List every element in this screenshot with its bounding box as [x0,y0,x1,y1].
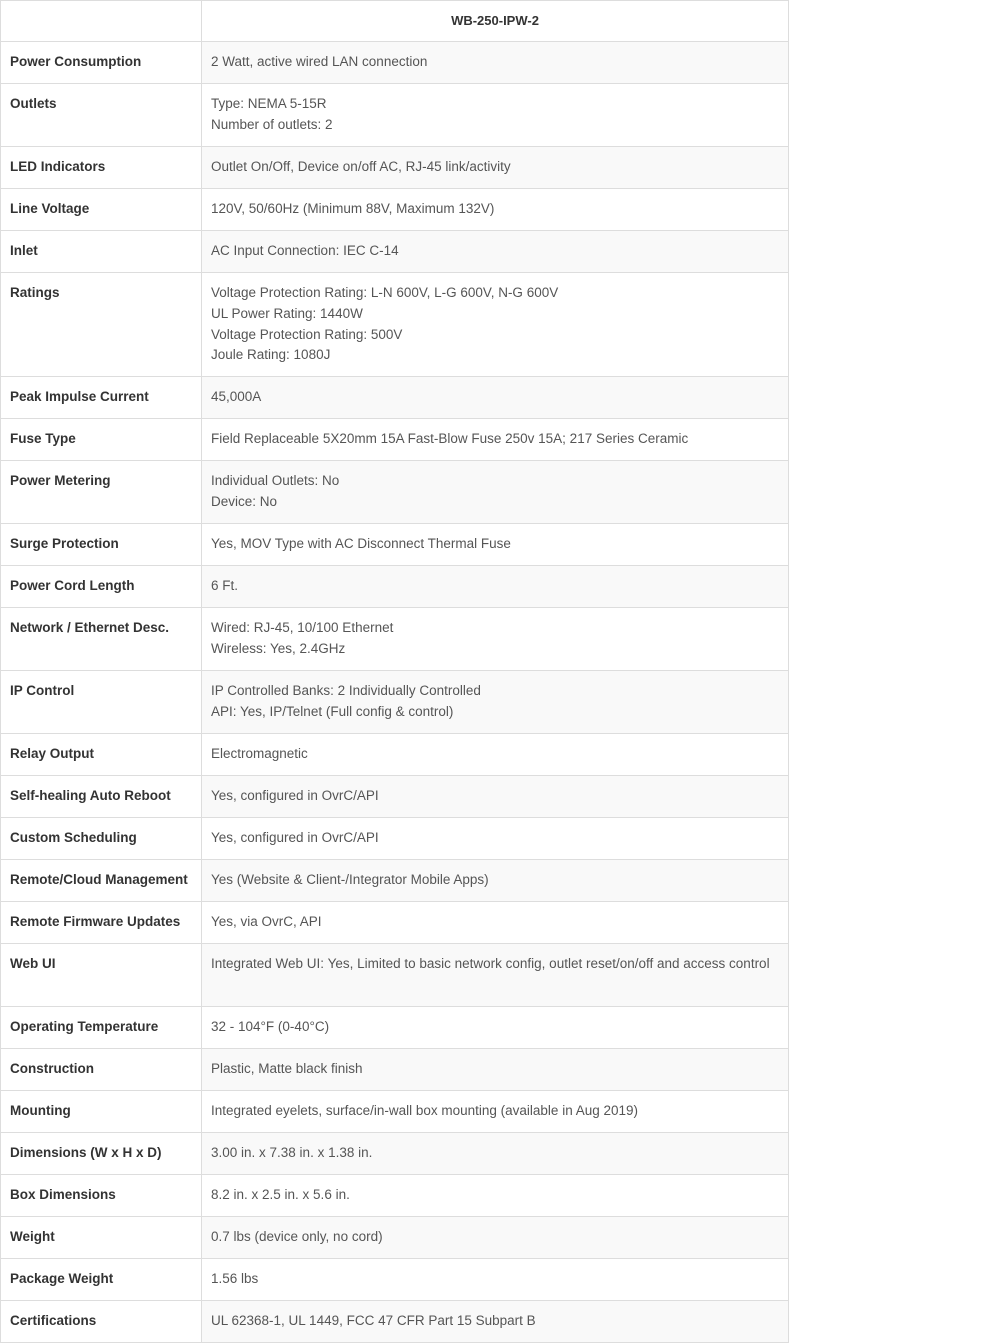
spec-value [202,818,789,860]
spec-value-line: Field Replaceable 5X20mm 15A Fast-Blow Fuse 250v 15A; 217 Series Ceramic [211,431,689,446]
spec-value [202,419,789,461]
spec-value [202,273,789,377]
table-row [1,818,789,860]
spec-label: Operating Temperature [1,1007,202,1049]
table-row [1,1091,789,1133]
spec-value-line: Electromagnetic [211,746,308,761]
table-row [1,566,789,608]
spec-value [202,377,789,419]
table-row [1,1007,789,1049]
spec-value [202,231,789,273]
table-row [1,1259,789,1301]
spec-label: Web UI [1,944,202,1007]
spec-value [202,776,789,818]
spec-value-line: UL Power Rating: 1440W [211,305,363,321]
table-row [1,944,789,1007]
spec-value-line: Device: No [211,493,278,509]
spec-label: Fuse Type [1,419,202,461]
table-row [1,147,789,189]
table-row [1,776,789,818]
spec-label: Mounting [1,1091,202,1133]
spec-value-line: API: Yes, IP/Telnet (Full config & control) [211,703,454,719]
spec-value-line: Integrated eyelets, surface/in-wall box mounting (available in Aug 2019) [211,1103,639,1118]
table-row [1,1133,789,1175]
table-row [1,1175,789,1217]
header-label-cell [1,1,202,42]
spec-label: Ratings [1,273,202,377]
spec-value-line: UL 62368-1, UL 1449, FCC 47 CFR Part 15 Subpart B [211,1313,536,1328]
spec-value-line: 6 Ft. [211,578,239,593]
table-row [1,671,789,734]
spec-value-line: Wired: RJ-45, 10/100 Ethernet [211,620,394,635]
spec-value-line: Outlet On/Off, Device on/off AC, RJ-45 link/activity [211,159,511,174]
spec-value [202,1175,789,1217]
spec-value-line: 1.56 lbs [211,1271,259,1286]
spec-label: Remote/Cloud Management [1,860,202,902]
spec-value [202,1091,789,1133]
spec-value [202,566,789,608]
spec-label: Self-healing Auto Reboot [1,776,202,818]
spec-value [202,1217,789,1259]
spec-value-line: Voltage Protection Rating: L-N 600V, L-G 600V, N-G 600V [211,285,559,300]
spec-value [202,1133,789,1175]
spec-value [202,524,789,566]
spec-value-line: Type: NEMA 5-15R [211,96,327,111]
table-row [1,1217,789,1259]
spec-value-line: 8.2 in. x 2.5 in. x 5.6 in. [211,1187,350,1202]
spec-value [202,671,789,734]
spec-value-line: Yes, via OvrC, API [211,914,322,929]
spec-label: Line Voltage [1,189,202,231]
spec-value [202,1049,789,1091]
table-row [1,902,789,944]
spec-value-line: Yes (Website & Client-/Integrator Mobile Apps) [211,872,489,887]
spec-value-line: 120V, 50/60Hz (Minimum 88V, Maximum 132V) [211,201,495,216]
table-row [1,231,789,273]
table-row [1,734,789,776]
spec-label: Package Weight [1,1259,202,1301]
spec-value-line: 32 - 104°F (0-40°C) [211,1019,330,1034]
table-row [1,377,789,419]
spec-value-line: 2 Watt, active wired LAN connection [211,54,428,69]
spec-label: Dimensions (W x H x D) [1,1133,202,1175]
spec-value-line: 3.00 in. x 7.38 in. x 1.38 in. [211,1145,373,1160]
spec-value-line: Plastic, Matte black finish [211,1061,363,1076]
spec-label: Remote Firmware Updates [1,902,202,944]
spec-label: Weight [1,1217,202,1259]
table-row [1,524,789,566]
spec-value-line: Yes, configured in OvrC/API [211,830,379,845]
table-header-row [1,1,789,42]
spec-value [202,461,789,524]
spec-label: Power Consumption [1,42,202,84]
spec-label: LED Indicators [1,147,202,189]
spec-label: Peak Impulse Current [1,377,202,419]
spec-label: Relay Output [1,734,202,776]
table-row [1,1301,789,1343]
table-row [1,189,789,231]
spec-label: Power Cord Length [1,566,202,608]
table-row [1,84,789,147]
spec-label: IP Control [1,671,202,734]
spec-label: Outlets [1,84,202,147]
spec-value [202,42,789,84]
spec-value-line: Voltage Protection Rating: 500V [211,326,403,342]
spec-value-line: Individual Outlets: No [211,473,340,488]
spec-value [202,189,789,231]
spec-value [202,1259,789,1301]
table-row [1,42,789,84]
spec-value [202,147,789,189]
spec-value [202,1007,789,1049]
spec-label: Box Dimensions [1,1175,202,1217]
spec-label: Certifications [1,1301,202,1343]
spec-value-line: Joule Rating: 1080J [211,347,331,363]
spec-value-line: 0.7 lbs (device only, no cord) [211,1229,383,1244]
table-row [1,273,789,377]
spec-table-body [1,42,789,1343]
spec-value [202,860,789,902]
table-row [1,1049,789,1091]
spec-value [202,84,789,147]
spec-label: Network / Ethernet Desc. [1,608,202,671]
spec-value-line: Integrated Web UI: Yes, Limited to basic network config, outlet reset/on/off and access control [211,956,770,971]
spec-value-line: 45,000A [211,389,262,404]
spec-value [202,902,789,944]
table-row [1,461,789,524]
spec-label: Construction [1,1049,202,1091]
spec-value-line: AC Input Connection: IEC C-14 [211,243,399,258]
spec-value-line: Yes, configured in OvrC/API [211,788,379,803]
spec-value-line: Number of outlets: 2 [211,116,333,132]
table-row [1,419,789,461]
spec-value [202,944,789,1007]
spec-label: Custom Scheduling [1,818,202,860]
spec-value [202,734,789,776]
spec-label: Inlet [1,231,202,273]
spec-value [202,608,789,671]
spec-label: Surge Protection [1,524,202,566]
spec-value [202,1301,789,1343]
model-header: WB-250-IPW-2 [202,1,789,42]
spec-label: Power Metering [1,461,202,524]
spec-value-line: Wireless: Yes, 2.4GHz [211,640,346,656]
spec-value-line: IP Controlled Banks: 2 Individually Controlled [211,683,481,698]
spec-value-line: Yes, MOV Type with AC Disconnect Thermal Fuse [211,536,511,551]
table-row [1,608,789,671]
table-row [1,860,789,902]
